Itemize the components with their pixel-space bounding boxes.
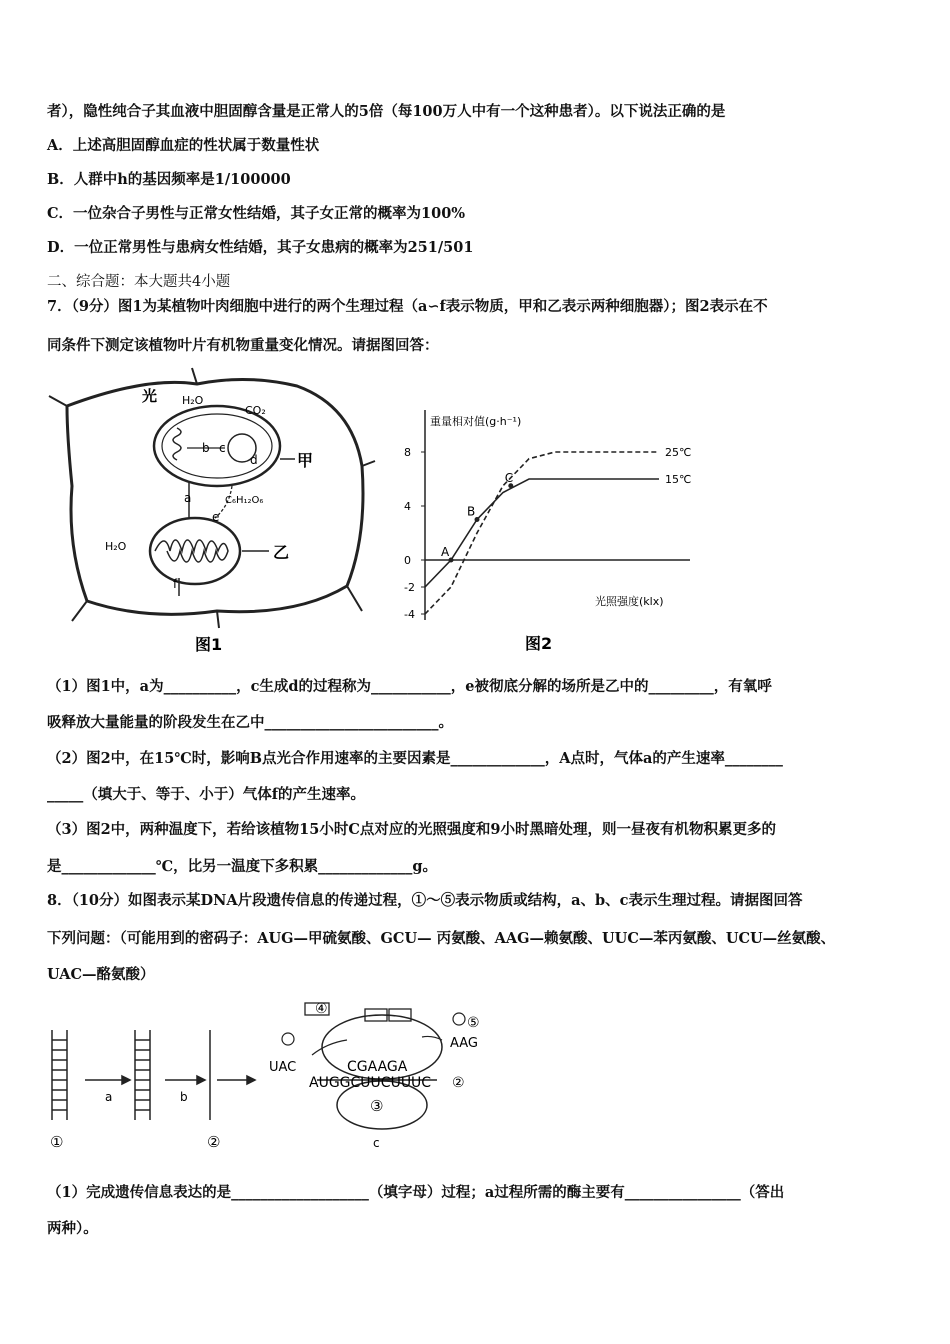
q8-fig-a: a	[105, 1090, 113, 1104]
fig1-jia-label: 甲	[297, 451, 314, 470]
q8-fig-n1: ①	[50, 1133, 64, 1151]
q6-option-a: A．上述高胆固醇血症的性状属于数量性状	[47, 137, 320, 154]
q6-option-d: D．一位正常男性与患病女性结婚，其子女患病的概率为251/501	[47, 239, 474, 256]
q6-option-c: C．一位杂合子男性与正常女性结婚，其子女正常的概率为100%	[47, 205, 466, 222]
q8-fig-uac: UAC	[269, 1060, 297, 1075]
q8-fig-mrna: AUGGCUUCUUUC	[309, 1075, 432, 1091]
fig1-light-label: 光	[142, 387, 158, 405]
q8-stem-line1: 8．（10分）如图表示某DNA片段遗传信息的传递过程，①～⑤表示物质或结构，a、b、c表示生理过程。请据图回答	[47, 892, 803, 909]
fig1-c-label: c	[219, 441, 226, 455]
chart-caption: 图2	[525, 634, 553, 653]
q7-sub3-line1: （3）图2中，两种温度下，若给该植物15小时C点对应的光照强度和9小时黑暗处理，则一昼夜有机物积累更多的	[47, 821, 776, 838]
q8-figure	[47, 995, 507, 1155]
q7-sub1-line1: （1）图1中，a为__________，c生成d的过程称为___________，e被彻底分解的场所是乙中的_________，有氧呼	[47, 678, 772, 695]
q6-stem-tail: 者），隐性纯合子其血液中胆固醇含量是正常人的5倍（每100万人中有一个这种患者）。以下说法正确的是	[47, 103, 726, 120]
chart-ytick-label: 8	[404, 446, 411, 459]
q8-sub1-line2: 两种）。	[47, 1220, 98, 1237]
q7-figure1	[47, 366, 377, 656]
chart-point-label: B	[467, 504, 476, 519]
fig1-caption: 图1	[195, 635, 223, 654]
q8-fig-n2b: ②	[452, 1075, 465, 1091]
q7-sub2-line2: _____（填大于、等于、小于）气体f的产生速率。	[47, 786, 365, 803]
fig1-e-label: e	[212, 510, 220, 524]
chart-ylabel: 重量相对值(g·h⁻¹)	[430, 415, 522, 428]
chart-ytick-label: -4	[404, 608, 415, 621]
fig1-h2o-left-label: H₂O	[105, 540, 127, 553]
chart-point-label: C	[504, 470, 514, 485]
chart-series-label: 15℃	[665, 473, 692, 486]
q8-fig-n4: ④	[315, 1001, 328, 1017]
q8-sub1-line1: （1）完成遗传信息表达的是___________________（填字母）过程；a过程所需的酶主要有________________（答出	[47, 1184, 785, 1201]
q7-sub2-line1: （2）图2中，在15℃时，影响B点光合作用速率的主要因素是_____________，A点时，气体a的产生速率________	[47, 750, 783, 767]
q8-fig-n2: ②	[207, 1133, 221, 1151]
q8-fig-c: c	[373, 1136, 380, 1150]
fig1-f-label: f	[173, 577, 178, 591]
chart-series-15c	[425, 479, 659, 587]
section-heading: 二、综合题：本大题共4小题	[47, 274, 231, 290]
chart-ytick-label: 4	[404, 500, 411, 513]
q7-stem-line2: 同条件下测定该植物叶片有机物重量变化情况。请据图回答：	[47, 337, 439, 354]
q7-figure2-chart	[390, 400, 710, 656]
chart-point-B	[475, 517, 480, 522]
q8-fig-aag: AAG	[450, 1036, 478, 1051]
chart-xlabel: 光照强度(klx)	[595, 595, 664, 608]
fig1-d-label: d	[250, 453, 258, 467]
fig1-h2o-top-label: H₂O	[182, 394, 204, 407]
chart-point-A	[449, 558, 454, 563]
q8-fig-n3: ③	[370, 1097, 384, 1115]
fig1-glucose-label: C₆H₁₂O₆	[225, 495, 264, 506]
q8-fig-anticodons: CGAAGA	[347, 1059, 408, 1075]
q8-stem-line3: UAC—酪氨酸）	[47, 966, 155, 983]
q7-sub3-line2: 是_____________℃，比另一温度下多积累_____________g。	[47, 858, 438, 875]
fig1-a-label: a	[184, 491, 192, 505]
chart-point-label: A	[441, 545, 450, 559]
chart-ytick-label: 0	[404, 554, 411, 567]
q8-fig-n5: ⑤	[467, 1015, 480, 1031]
q8-stem-line2: 下列问题：（可能用到的密码子：AUG—甲硫氨酸、GCU— 丙氨酸、AAG—赖氨酸、UUC—苯丙氨酸、UCU—丝氨酸、	[47, 930, 836, 947]
chart-ytick-label: -2	[404, 581, 415, 594]
q7-sub1-line2: 吸释放大量能量的阶段发生在乙中________________________。	[47, 714, 453, 731]
q7-stem-line1: 7．（9分）图1为某植物叶肉细胞中进行的两个生理过程（a∽f表示物质，甲和乙表示两种细胞器）；图2表示在不	[47, 298, 768, 315]
chart-series-label: 25℃	[665, 446, 692, 459]
q8-fig-b: b	[180, 1090, 188, 1104]
fig1-co2-label: CO₂	[245, 404, 266, 417]
chart-series-25c	[425, 452, 659, 614]
q6-option-b: B．人群中h的基因频率是1/100000	[47, 171, 291, 188]
fig1-yi-label: 乙	[273, 543, 290, 562]
fig1-b-label: b	[202, 441, 210, 455]
